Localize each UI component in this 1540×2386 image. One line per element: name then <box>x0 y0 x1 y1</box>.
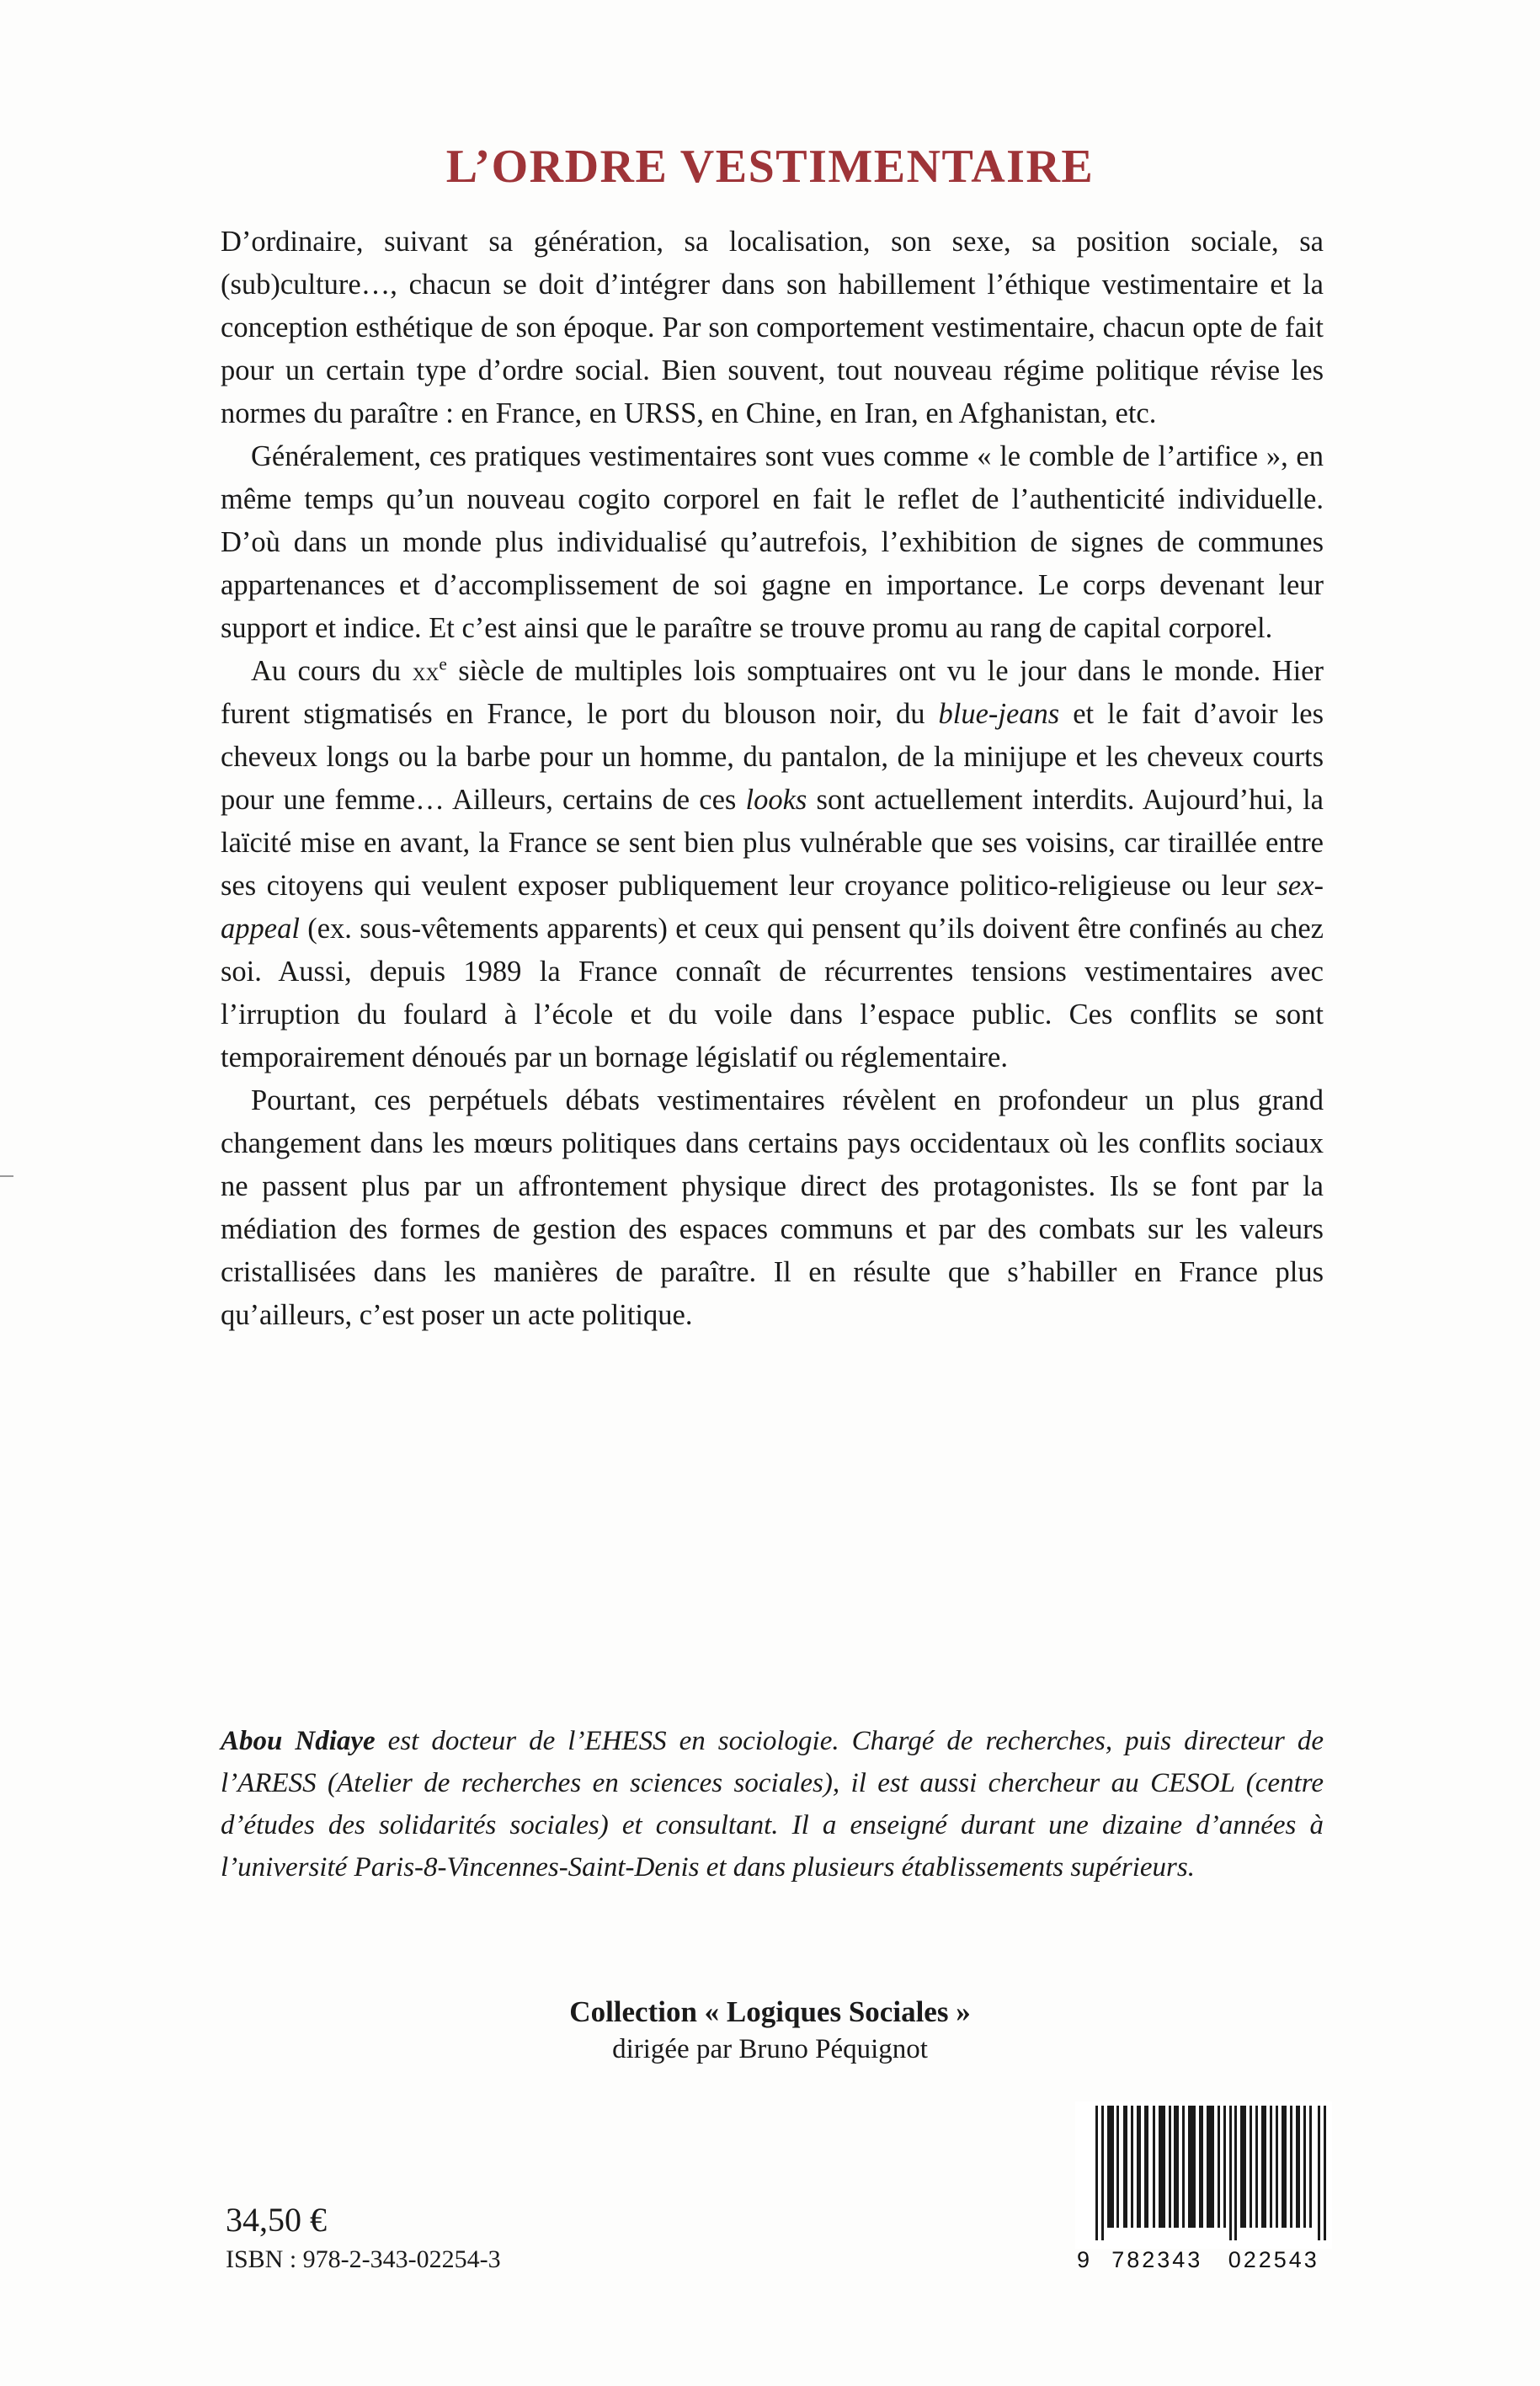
blurb-p3-segment-e: (ex. sous-vêtements apparents) et ceux qui pensent qu’ils doivent être confinés au chez soi. Aussi, depuis 1989 la France connaît de récurrentes tensions vestimentaires avec l’irruption du foulard à l’école et du voile dans l’espace public. Ces conflits se sont temporairement dénoués par un bornage législatif ou réglementaire. <box>221 913 1324 1073</box>
author-name: Abou Ndiaye <box>221 1726 376 1756</box>
blurb-p3-segment-a: Au cours du <box>251 655 413 687</box>
barcode-block <box>1075 2101 1332 2273</box>
isbn-label: ISBN : 978-2-343-02254-3 <box>226 2245 501 2273</box>
collection-title: Collection « Logiques Sociales » <box>569 1995 971 2028</box>
blurb-paragraph-1-text: D’ordinaire, suivant sa génération, sa localisation, son sexe, sa position sociale, sa (sub)culture…, chacun se doit d’intégrer dans son habillement l’éthique vestimentaire et la conception esthétique de son époque. Par son comportement vestimentaire, chacun opte de fait pour un certain type d’ordre social. Bien souvent, tout nouveau régime politique révise les normes du paraître : en France, en URSS, en Chine, en Iran, en Afghanistan, etc. <box>221 226 1324 429</box>
blurb-paragraph-1 <box>221 221 1324 435</box>
barcode-group-right: 022543 <box>1228 2247 1319 2272</box>
ean13-barcode-icon <box>1075 2101 1332 2249</box>
collection-director: dirigée par Bruno Péquignot <box>612 2034 928 2064</box>
barcode-digits <box>1075 2247 1332 2273</box>
scan-artifact-tick <box>0 1175 13 1177</box>
page-title: L’ORDRE VESTIMENTAIRE <box>445 140 1095 193</box>
author-bio-text: est docteur de l’EHESS en sociologie. Chargé de recherches, puis directeur de l’ARESS (Atelier de recherches en sciences sociales), il est aussi chercheur au CESOL (centre d’études des solidarités sociales) et consultant. Il a enseigné durant une dizaine d’années à l’université Paris-8-Vincennes-Saint-Denis et dans plusieurs établissements supérieurs. <box>221 1726 1324 1883</box>
blurb-paragraph-4 <box>221 1079 1324 1337</box>
author-bio <box>221 1720 1324 1888</box>
century-smallcaps: xx <box>412 657 440 686</box>
price-isbn-block <box>226 2199 501 2278</box>
emphasis-blue-jeans: blue-jeans <box>938 698 1060 730</box>
emphasis-looks: looks <box>745 784 807 816</box>
blurb-paragraph-2 <box>221 435 1324 650</box>
blurb-text <box>221 221 1324 1337</box>
barcode-group-left: 782343 <box>1111 2247 1203 2272</box>
price-label: 34,50 € <box>226 2201 327 2239</box>
blurb-paragraph-2-text: Généralement, ces pratiques vestimentaires sont vues comme « le comble de l’artifice », en même temps qu’un nouveau cogito corporel en fait le reflet de l’authenticité individuelle. D’où dans un monde plus individualisé qu’autrefois, l’exhibition de signes de communes appartenances et d’accomplissement de soi gagne en importance. Le corps devenant leur support et indice. Et c’est ainsi que le paraître se trouve promu au rang de capital corporel. <box>221 440 1324 644</box>
ordinal-superscript: e <box>439 653 447 674</box>
emphasis-sex-appeal: sex-appeal <box>221 870 1324 945</box>
blurb-p3-segment-b: siècle de multiples lois somptuaires ont vu le jour dans le monde. Hier furent stigmatisés en France, le port du blouson noir, du <box>221 655 1324 730</box>
barcode-digit-lead: 9 <box>1077 2247 1091 2272</box>
blurb-paragraph-3 <box>221 650 1324 1079</box>
blurb-paragraph-4-text: Pourtant, ces perpétuels débats vestimentaires révèlent en profondeur un plus grand changement dans les mœurs politiques dans certains pays occidentaux où les conflits sociaux ne passent plus par un affrontement physique direct des protagonistes. Ils se font par la médiation des formes de gestion des espaces communs et par des combats sur les valeurs cristallisées dans les manières de paraître. Il en résulte que s’habiller en France plus qu’ailleurs, c’est poser un acte politique. <box>221 1084 1324 1331</box>
collection-block <box>0 1994 1540 2068</box>
blurb-p3-segment-d: sont actuellement interdits. Aujourd’hui, la laïcité mise en avant, la France se sent bien plus vulnérable que ses voisins, car tiraillée entre ses citoyens qui veulent exposer publiquement leur croyance politico-religieuse ou leur <box>221 784 1324 902</box>
blurb-p3-segment-c: et le fait d’avoir les cheveux longs ou la barbe pour un homme, du pantalon, de la minijupe et les cheveux courts pour une femme… Ailleurs, certains de ces <box>221 698 1324 816</box>
